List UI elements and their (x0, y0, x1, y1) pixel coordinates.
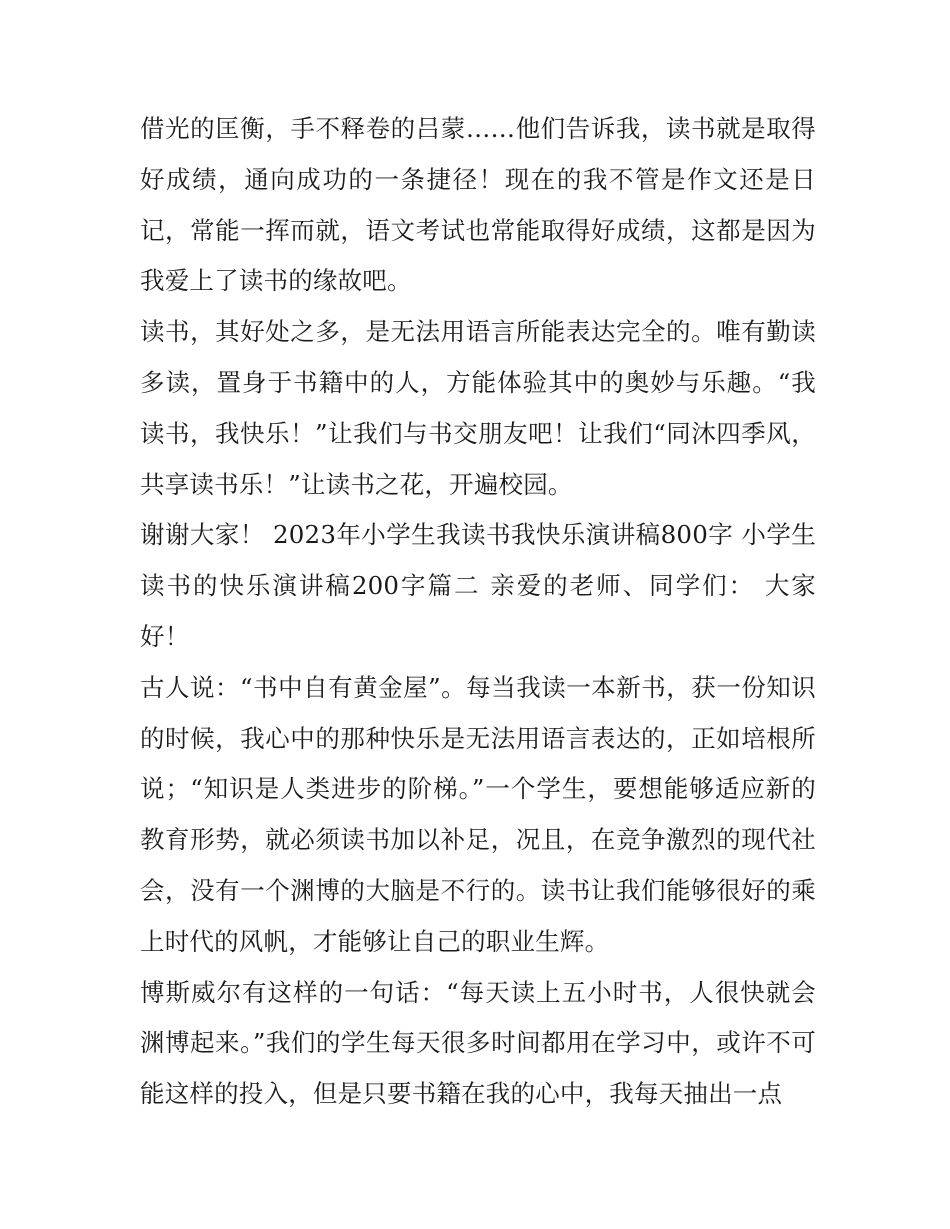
document-body (140, 104, 816, 1120)
paragraph-3: 谢谢大家！ 2023年小学生我读书我快乐演讲稿800字 小学生读书的快乐演讲稿200字篇二 亲爱的老师、同学们： 大家好！ (140, 520, 816, 651)
paragraph-5: 博斯威尔有这样的一句话：“每天读上五小时书，人很快就会渊博起来。”我们的学生每天很多时间都用在学习中，或许不可能这样的投入，但是只要书籍在我的心中，我每天抽出一点 (140, 977, 816, 1109)
paragraph-4: 古人说：“书中自有黄金屋”。每当我读一本新书，获一份知识的时候，我心中的那种快乐是无法用语言表达的，正如培根所说；“知识是人类进步的阶梯。”一个学生，要想能够适应新的教育形势，就必须读书加以补足，况且，在竞争激烈的现代社会，没有一个渊博的大脑是不行的。读书让我们能够很好的乘上时代的风帆，才能够让自己的职业生辉。 (140, 672, 816, 956)
paragraph-2: 读书，其好处之多，是无法用语言所能表达完全的。唯有勤读多读，置身于书籍中的人，方能体验其中的奥妙与乐趣。“我读书，我快乐！”让我们与书交朋友吧！让我们“同沐四季风，共享读书乐！”让读书之花，开遍校园。 (140, 317, 816, 499)
paragraph-1: 借光的匡衡，手不释卷的吕蒙……他们告诉我，读书就是取得好成绩，通向成功的一条捷径！现在的我不管是作文还是日记，常能一挥而就，语文考试也常能取得好成绩，这都是因为我爱上了读书的缘故吧。 (140, 114, 816, 296)
